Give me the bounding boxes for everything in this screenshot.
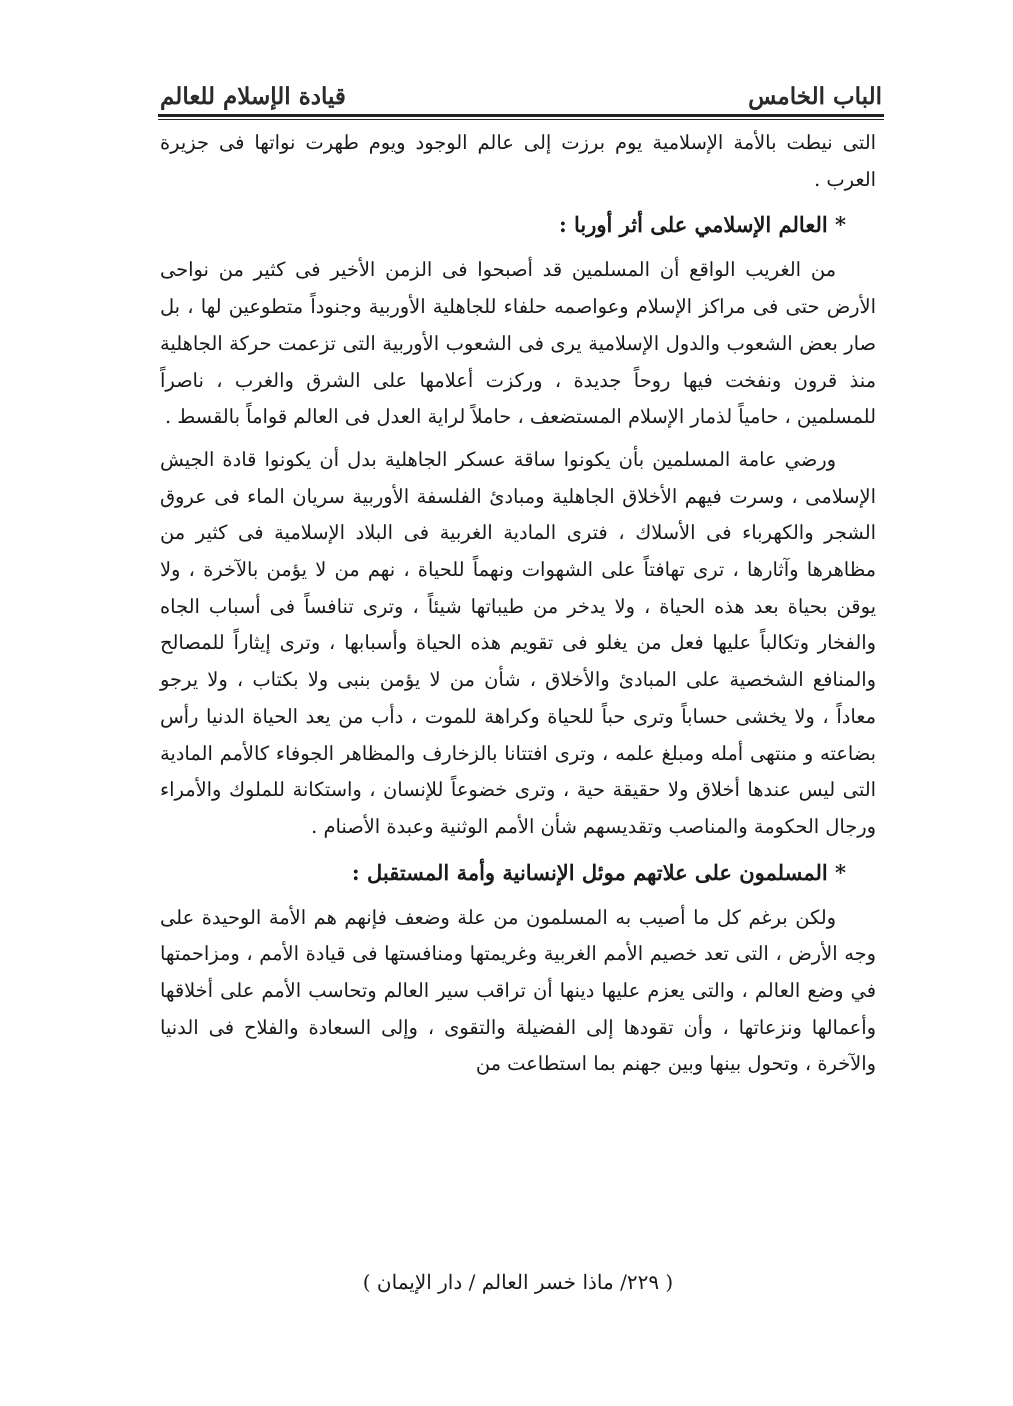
chapter-title: الباب الخامس <box>748 83 882 110</box>
running-header <box>160 70 882 110</box>
continuation-paragraph: التى نيطت بالأمة الإسلامية يوم برزت إلى عالم الوجود ويوم طهرت نواتها فى جزيرة العرب . <box>160 131 876 191</box>
section-heading: * العالم الإسلامي على أثر أوربا : <box>558 212 846 238</box>
page-body <box>160 125 876 1083</box>
header-rule-thin <box>158 119 884 120</box>
header-rule <box>158 114 884 117</box>
paragraph: ورضي عامة المسلمين بأن يكونوا ساقة عسكر الجاهلية بدل أن يكونوا قادة الجيش الإسلامى ، وسرت فيهم الأخلاق الجاهلية ومبادئ الفلسفة الأوربية سريان الماء فى عروق الشجر والكهرباء فى الأسلاك ، فترى المادية الغربية فى البلاد الإسلامية فى كثير من مظاهرها وآثارها ، ترى تهافتاً على الشهوات ونهماً للحياة ، نهم من لا يؤمن بالآخرة ، ولا يوقن بحياة بعد هذه الحياة ، ولا يدخر من طيباتها شيئاً ، وترى تنافساً فى أسباب الجاه والفخار وتكالباً عليها فعل من يغلو فى تقويم هذه الحياة وأسبابها ، وترى إيثاراً للمصالح والمنافع الشخصية على المبادئ والأخلاق ، شأن من لا يؤمن بنبى ولا بكتاب ، ولا يرجو معاداً ، ولا يخشى حساباً وترى حباً للحياة وكراهة للموت ، دأب من يعد الحياة الدنيا رأس بضاعته و منتهى أمله ومبلغ علمه ، وترى افتتانا بالزخارف والمظاهر الجوفاء كالأمم المادية التى ليس عندها أخلاق ولا حقيقة حية ، وترى خضوعاً للإنسان ، واستكانة للملوك والأمراء ورجال الحكومة والمناصب وتقديسهم شأن الأمم الوثنية وعبدة الأصنام . <box>160 447 876 838</box>
paragraph: من الغريب الواقع أن المسلمين قد أصبحوا فى الزمن الأخير فى كثير من نواحى الأرض حتى فى مراكز الإسلام وعواصمه حلفاء للجاهلية الأوربية وجنوداً متطوعين لها ، بل صار بعض الشعوب والدول الإسلامية يرى فى الشعوب الأوربية التى تزعمت حركة الجاهلية منذ قرون ونفخت فيها روحاً جديدة ، وركزت أعلامها على الشرق والغرب ، ناصراً للمسلمين ، حامياً لذمار الإسلام المستضعف ، حاملاً لراية العدل فى العالم قواماً بالقسط . <box>160 258 876 429</box>
page-footer: ( ٢٢٩/ ماذا خسر العالم / دار الإيمان ) <box>362 1270 674 1294</box>
section-title: قيادة الإسلام للعالم <box>160 83 346 110</box>
section-heading: * المسلمون على علاتهم موئل الإنسانية وأمة المستقبل : <box>351 859 846 885</box>
paragraph: ولكن برغم كل ما أصيب به المسلمون من علة وضعف فإنهم هم الأمة الوحيدة على وجه الأرض ، التى تعد خصيم الأمم الغربية وغريمتها ومنافستها فى قيادة الأمم ، ومزاحمتها في وضع العالم ، والتى يعزم عليها دينها أن تراقب سير العالم وتحاسب الأمم على أخلاقها وأعمالها ونزعاتها ، وأن تقودها إلى الفضيلة والتقوى ، وإلى السعادة والفلاح فى الدنيا والآخرة ، وتحول بينها وبين جهنم بما استطاعت من <box>160 905 876 1076</box>
